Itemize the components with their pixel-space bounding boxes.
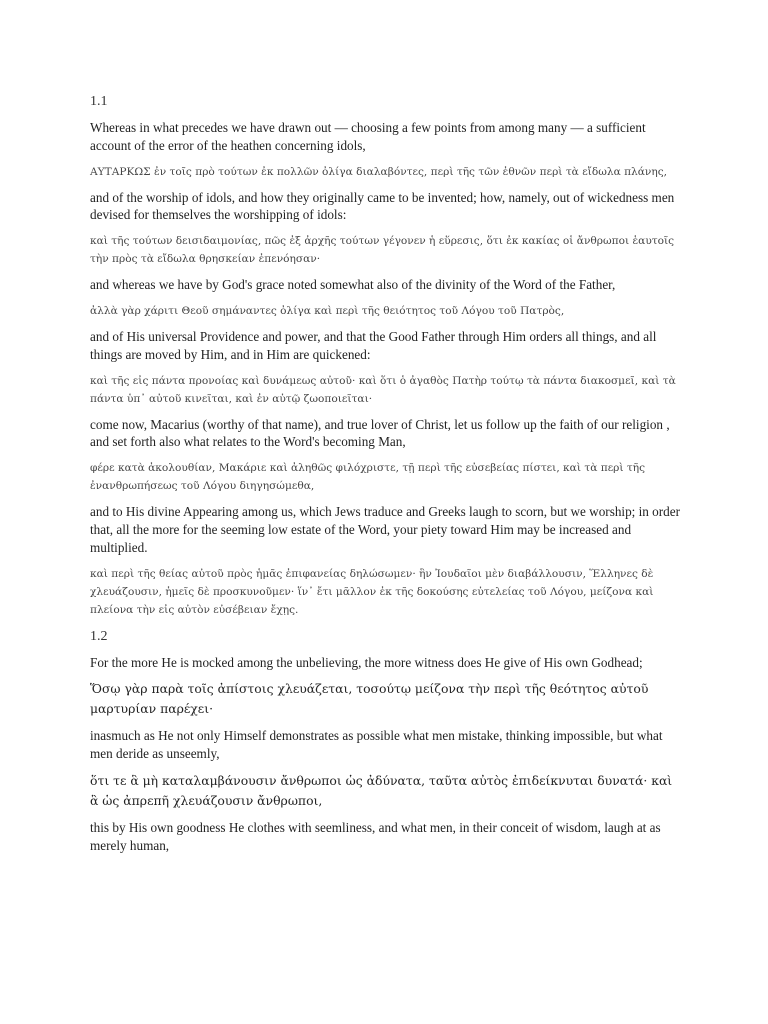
english-paragraph: Whereas in what precedes we have drawn out — choosing a few points from among many — a sufficient account of the error of the heathen concerning idols, (90, 120, 646, 153)
greek-paragraph: Ὅσῳ γὰρ παρὰ τοῖς ἀπίστοις χλευάζεται, τοσούτῳ μείζονα τὴν περὶ τῆς θεότητος αὐτοῦ μαρτυρίαν παρέχει· (90, 681, 649, 717)
section-number: 1.1 (90, 94, 108, 109)
english-paragraph: and of His universal Providence and power, and that the Good Father through Him orders all things, and all things are moved by Him, and in Him are quickened: (90, 328, 657, 362)
greek-paragraph: καὶ τῆς τούτων δεισιδαιμονίας, πῶς ἐξ ἀρχῆς τούτων γέγονεν ἡ εὕρεσις, ὅτι ἐκ κακίας οἱ ἄνθρωποι ἑαυτοῖς τὴν πρὸς τὰ εἴδωλα θρησκείαν ἐπενόησαν· (90, 235, 675, 266)
greek-paragraph: ὅτι τε ἃ μὴ καταλαμβάνουσιν ἄνθρωποι ὡς ἀδύνατα, ταῦτα αὐτὸς ἐπιδείκνυται δυνατά· καὶ ἃ ὡς ἀπρεπῆ χλευάζουσιν ἄνθρωποι, (90, 772, 673, 808)
english-paragraph: and whereas we have by God's grace noted somewhat also of the divinity of the Word of the Father, (90, 277, 616, 293)
greek-paragraph: καὶ περὶ τῆς θείας αὐτοῦ πρὸς ἡμᾶς ἐπιφανείας δηλώσωμεν· ἣν Ἰουδαῖοι μὲν διαβάλλουσιν, Ἕλληνες δὲ χλευάζουσιν, ἡμεῖς δὲ προσκυνοῦμεν· ἵν᾽ ἔτι μᾶλλον ἐκ τῆς δοκούσης εὐτελείας τοῦ Λόγου, μείζονα καὶ πλείονα τὴν εἰς αὐτὸν εὐσέβειαν ἔχῃς. (90, 567, 654, 616)
document-page (90, 92, 680, 863)
greek-paragraph: ΑΥΤΑΡΚΩΣ ἐν τοῖς πρὸ τούτων ἐκ πολλῶν ὀλίγα διαλαβόντες, περὶ τῆς τῶν ἐθνῶν περὶ τὰ εἴδωλα πλάνης, (90, 165, 668, 178)
english-paragraph: inasmuch as He not only Himself demonstrates as possible what men mistake, thinking impossible, but what men deride as unseemly, (90, 728, 663, 762)
section-1-2 (90, 627, 680, 855)
greek-paragraph: καὶ τῆς εἰς πάντα προνοίας καὶ δυνάμεως αὐτοῦ· καὶ ὅτι ὁ ἀγαθὸς Πατὴρ τούτῳ τὰ πάντα διακοσμεῖ, καὶ τὰ πάντα ὑπ᾽ αὐτοῦ κινεῖται, καὶ ἐν αὐτῷ ζωοποιεῖται· (90, 374, 676, 405)
english-paragraph: this by His own goodness He clothes with seemliness, and what men, in their conceit of wisdom, laugh at as merely human, (90, 819, 661, 853)
english-paragraph: and of the worship of idols, and how they originally came to be invented; how, namely, out of wickedness men devised for themselves the worshipping of idols: (90, 189, 675, 223)
english-paragraph: and to His divine Appearing among us, which Jews traduce and Greeks laugh to scorn, but we worship; in order that, all the more for the seeming low estate of the Word, your piety toward Him may be increased and multiplied. (90, 504, 681, 555)
english-paragraph: For the more He is mocked among the unbelieving, the more witness does He give of His own Godhead; (90, 654, 643, 670)
english-paragraph: come now, Macarius (worthy of that name), and true lover of Christ, let us follow up the faith of our religion , and set forth also what relates to the Word's becoming Man, (90, 416, 670, 450)
greek-paragraph: ἀλλὰ γὰρ χάριτι Θεοῦ σημάναντες ὀλίγα καὶ περὶ τῆς θειότητος τοῦ Λόγου τοῦ Πατρὸς, (90, 304, 565, 317)
section-number: 1.2 (90, 628, 108, 644)
greek-paragraph: φέρε κατὰ ἀκολουθίαν, Μακάριε καὶ ἀληθῶς φιλόχριστε, τῇ περὶ τῆς εὐσεβείας πίστει, καὶ τὰ περὶ τῆς ἐνανθρωπήσεως τοῦ Λόγου διηγησώμεθα, (90, 462, 646, 493)
section-1-1 (90, 92, 680, 619)
